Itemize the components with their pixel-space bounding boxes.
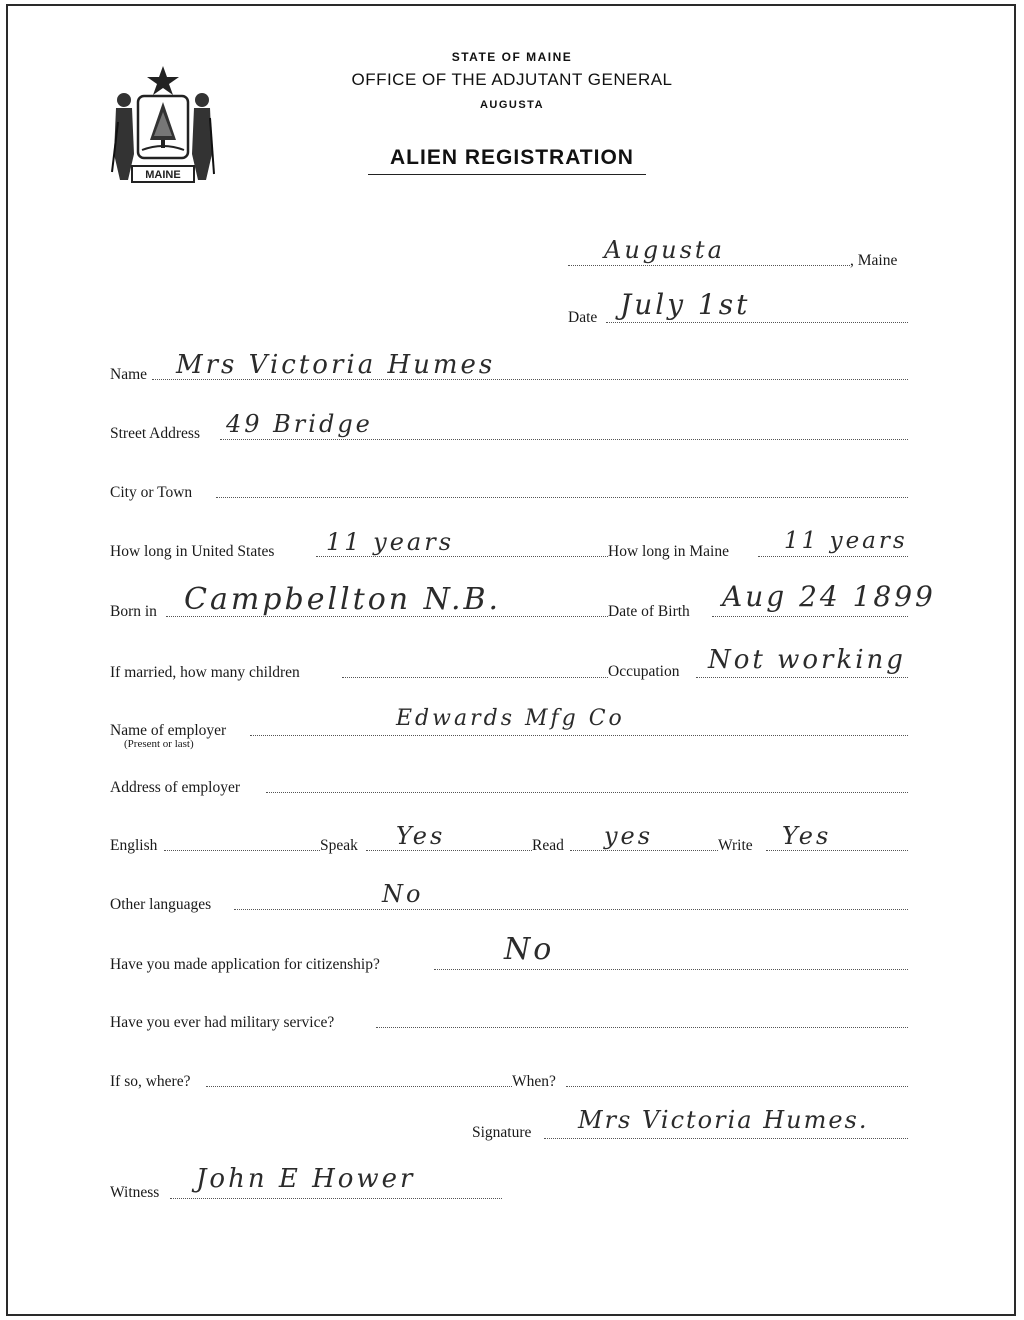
us-value: 11 years [326,528,455,556]
maine-label: How long in Maine [608,543,729,560]
place-line [568,265,850,266]
other-lang-line [234,909,908,910]
when-line [566,1086,908,1087]
employer-label: Name of employer [110,722,227,739]
where-line [206,1086,512,1087]
citizenship-line [434,969,908,970]
born-value: Campbellton N.B. [184,582,502,617]
place-maine-label: , Maine [850,252,898,269]
occupation-label: Occupation [608,663,680,680]
read-line [570,850,718,851]
where-label: If so, where? [110,1073,191,1090]
date-value: July 1st [620,288,751,321]
speak-value: Yes [396,822,446,850]
street-label: Street Address [110,425,200,442]
speak-label: Speak [320,837,358,854]
seal-motto: MAINE [145,169,181,181]
english-label: English [110,837,158,854]
read-label: Read [532,837,564,854]
occupation-value: Not working [708,645,906,675]
signature-label: Signature [472,1124,532,1141]
form-title: ALIEN REGISTRATION [390,146,634,169]
header-office: OFFICE OF THE ADJUTANT GENERAL [351,70,673,89]
name-label: Name [110,366,148,383]
maine-line [758,556,908,557]
write-label: Write [718,837,753,854]
header-city: AUGUSTA [479,99,545,111]
witness-line [170,1198,502,1199]
dob-value: Aug 24 1899 [722,580,936,613]
emp-addr-label: Address of employer [110,779,240,796]
emp-addr-line [266,792,908,793]
occupation-line [696,677,908,678]
dob-label: Date of Birth [608,603,690,620]
citizenship-value: No [504,932,555,967]
other-lang-value: No [382,880,424,908]
employer-value: Edwards Mfg Co [396,706,625,731]
signature-line [544,1138,908,1139]
signature-value: Mrs Victoria Humes. [578,1106,869,1134]
date-line [606,322,908,323]
header-state: STATE OF MAINE [451,50,573,64]
children-label: If married, how many children [110,664,300,681]
name-value: Mrs Victoria Humes [176,350,496,380]
military-line [376,1027,908,1028]
maine-value: 11 years [784,528,908,554]
when-label: When? [512,1073,556,1090]
witness-value: John E Hower [196,1164,416,1194]
military-label: Have you ever had military service? [110,1014,335,1031]
us-line [316,556,608,557]
city-label: City or Town [110,484,193,501]
place-value: Augusta [604,236,725,264]
write-value: Yes [782,822,832,850]
speak-line [366,850,532,851]
children-line [342,677,608,678]
citizenship-label: Have you made application for citizenship? [110,956,380,973]
city-line [216,497,908,498]
write-line [766,850,908,851]
dob-line [712,616,908,617]
employer-line [250,735,908,736]
date-label: Date [568,309,598,326]
street-line [220,439,908,440]
other-lang-label: Other languages [110,896,212,913]
us-label: How long in United States [110,543,275,560]
employer-sublabel: (Present or last) [124,738,194,750]
street-value: 49 Bridge [226,410,373,438]
title-underline [368,174,646,175]
born-label: Born in [110,603,157,620]
english-line [164,850,320,851]
read-value: yes [604,822,654,850]
witness-label: Witness [110,1184,160,1201]
